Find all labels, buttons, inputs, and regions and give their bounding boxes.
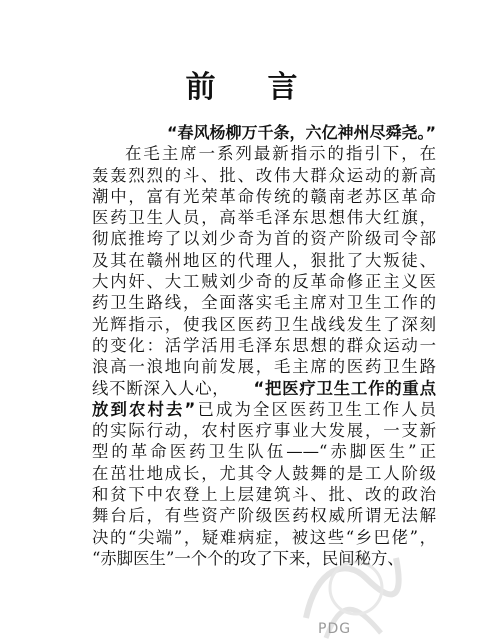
page-title: 前言 xyxy=(185,70,350,105)
text-line: 大内奸、大工贼刘少奇的反革命修正主义医 xyxy=(92,272,436,292)
text-line-mixed xyxy=(92,399,436,420)
text-line: 光辉指示，使我区医药卫生战线发生了深刻 xyxy=(92,314,436,334)
text-line: 在茁壮地成长，尤其令人鼓舞的是工人阶级 xyxy=(92,463,436,483)
text-line: 潮中，富有光荣革命传统的赣南老苏区革命 xyxy=(92,186,436,206)
text-line: 的变化：活学活用毛泽东思想的群众运动一 xyxy=(92,335,436,355)
text-segment: 线不断深入人心， xyxy=(92,378,230,398)
text-line: 药卫生路线，全面落实毛主席对卫生工作的 xyxy=(92,293,436,313)
text-line: 彻底推垮了以刘少奇为首的资产阶级司令部 xyxy=(92,229,436,249)
text-line: 舞台后，有些资产阶级医药权威所谓无法解 xyxy=(92,506,436,526)
bold-quote-part2: 放到农村去” xyxy=(92,399,196,419)
text-line: 的实际行动，农村医疗事业大发展，一支新 xyxy=(92,421,436,441)
text-line: 和贫下中农登上上层建筑斗、批、改的政治 xyxy=(92,485,436,505)
epigraph: “春风杨柳万千条，六亿神州尽舜尧。” xyxy=(166,123,436,142)
text-line: 医药卫生人员，高举毛泽东思想伟大红旗， xyxy=(92,208,436,228)
text-line: 轰轰烈烈的斗、批、改伟大群众运动的新高 xyxy=(92,165,436,185)
bold-quote-part1: “把医疗卫生工作的重点 xyxy=(253,378,436,398)
body-text xyxy=(92,122,436,569)
text-segment: 已成为全区医药卫生工作人员 xyxy=(195,399,437,419)
text-line: 决的“尖端”，疑难病症，被这些“乡巴佬”， xyxy=(92,527,436,547)
text-line-mixed xyxy=(92,378,436,399)
watermark-text: PDG xyxy=(318,621,352,637)
text-line: “赤脚医生”一个个的攻了下来，民间秘方、 xyxy=(92,548,404,568)
watermark-seal-icon xyxy=(286,548,426,644)
text-line: 及其在赣州地区的代理人，狠批了大叛徒、 xyxy=(92,250,436,270)
text-line: 在毛主席一系列最新指示的指引下，在 xyxy=(125,144,436,164)
text-line: 型的革命医药卫生队伍——“赤脚医生”正 xyxy=(92,442,436,462)
text-line: 浪高一浪地向前发展，毛主席的医药卫生路 xyxy=(92,357,436,377)
